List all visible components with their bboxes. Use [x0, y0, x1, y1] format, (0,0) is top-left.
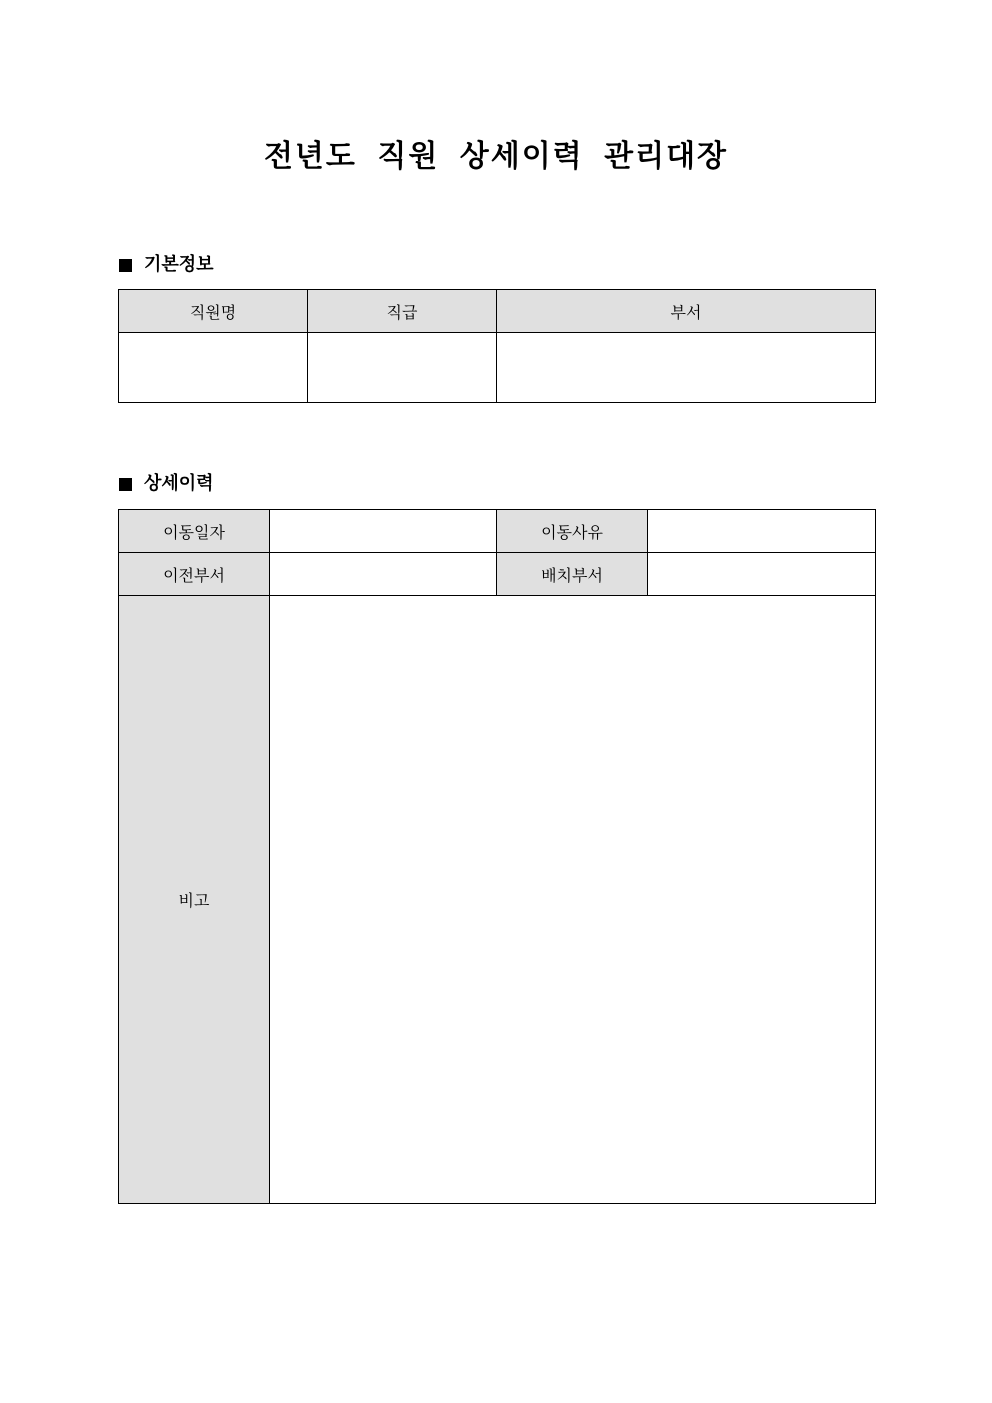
basic-info-heading-label: 기본정보 — [144, 254, 214, 275]
assigned-department-field[interactable] — [648, 553, 876, 596]
basic-info-heading — [119, 252, 214, 278]
remarks-label: 비고 — [119, 596, 270, 1204]
detail-history-table — [118, 509, 876, 1204]
detail-history-heading-label: 상세이력 — [144, 473, 214, 494]
previous-department-label: 이전부서 — [119, 553, 270, 596]
basic-info-table — [118, 289, 876, 403]
employee-name-field[interactable] — [119, 333, 308, 403]
move-reason-field[interactable] — [648, 510, 876, 553]
department-header: 부서 — [497, 290, 876, 333]
previous-department-field[interactable] — [270, 553, 497, 596]
remarks-field[interactable] — [270, 596, 876, 1204]
employee-name-header: 직원명 — [119, 290, 308, 333]
detail-history-heading — [119, 471, 214, 497]
rank-field[interactable] — [308, 333, 497, 403]
rank-header: 직급 — [308, 290, 497, 333]
square-bullet-icon — [119, 478, 132, 491]
move-date-field[interactable] — [270, 510, 497, 553]
page-title: 전년도 직원 상세이력 관리대장 — [263, 139, 729, 174]
department-field[interactable] — [497, 333, 876, 403]
square-bullet-icon — [119, 259, 132, 272]
assigned-department-label: 배치부서 — [497, 553, 648, 596]
move-date-label: 이동일자 — [119, 510, 270, 553]
move-reason-label: 이동사유 — [497, 510, 648, 553]
